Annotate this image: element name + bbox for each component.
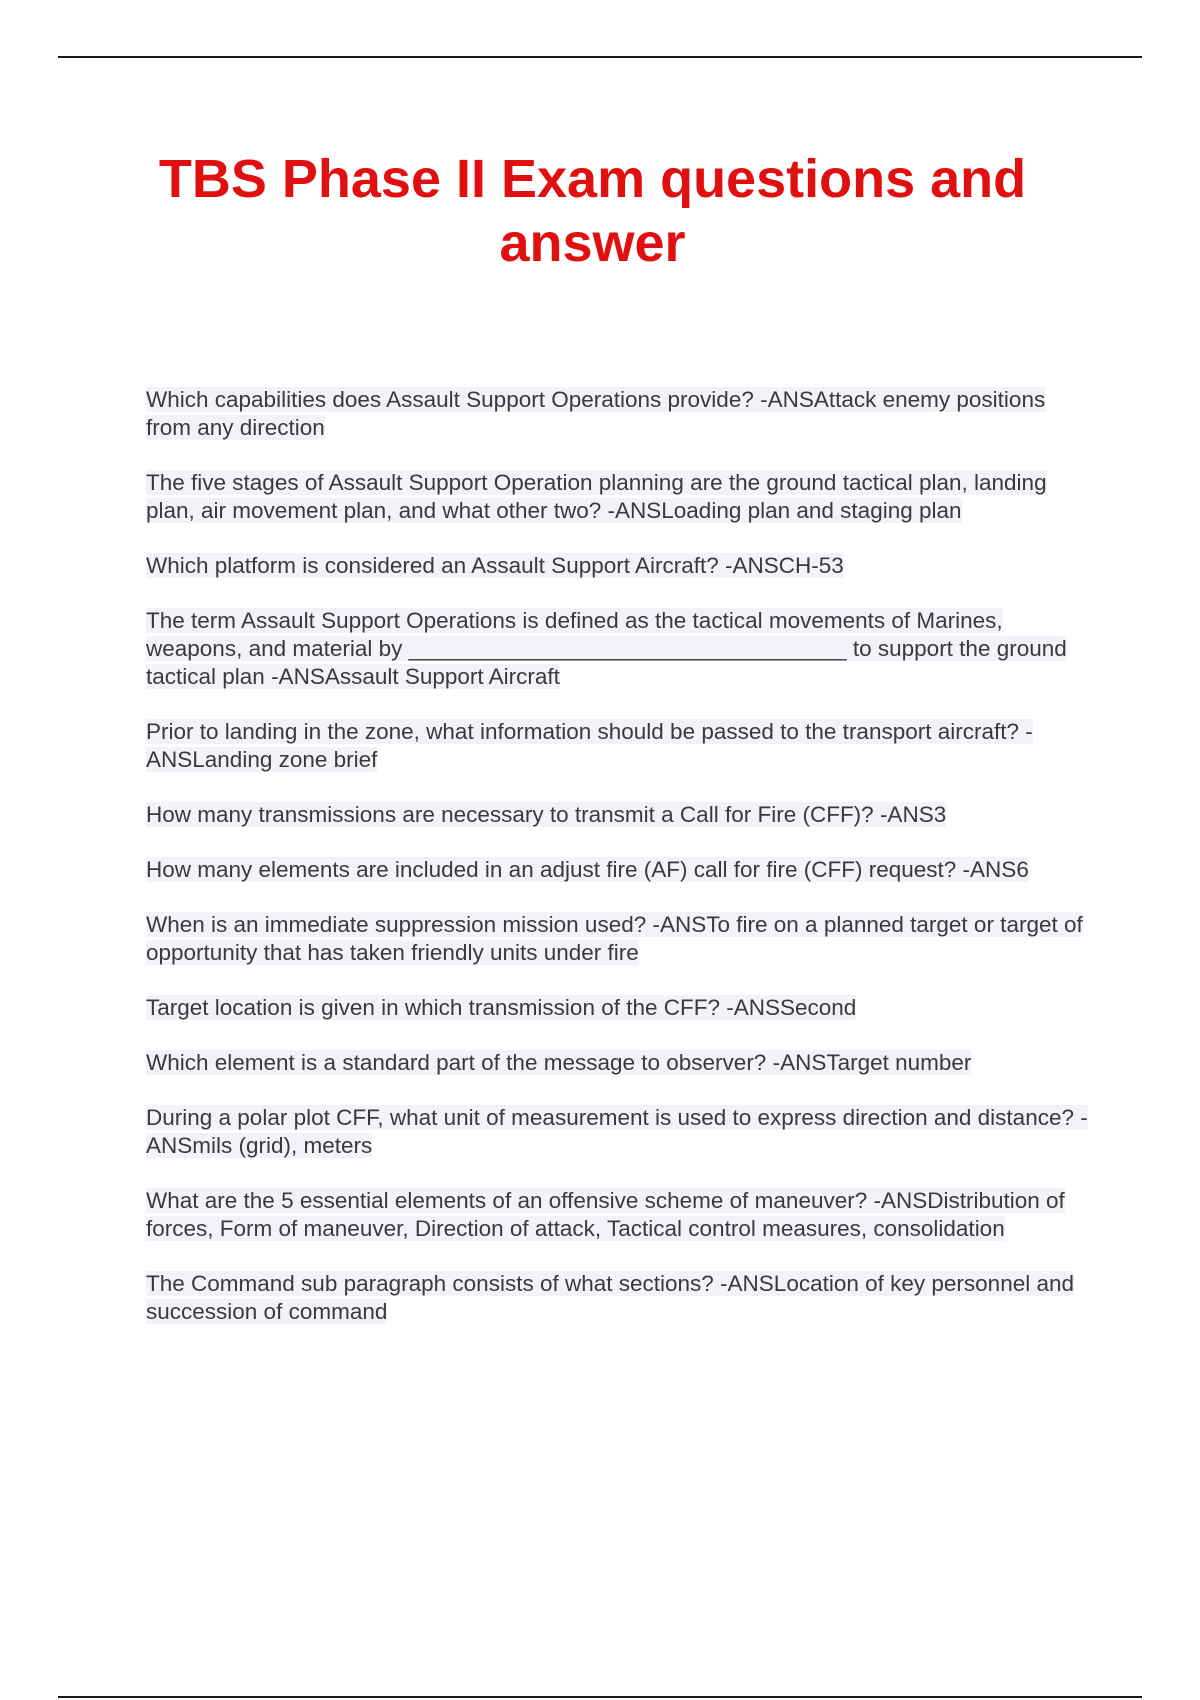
qa-text: Which element is a standard part of the message to observer? -ANSTarget number	[146, 1050, 972, 1075]
qa-text: The five stages of Assault Support Operation planning are the ground tactical plan, landing plan, air movement plan, and what other two? -ANSLoading plan and staging plan	[146, 470, 1047, 523]
qa-item	[146, 469, 1096, 525]
qa-item	[146, 856, 1096, 884]
qa-item	[146, 801, 1096, 829]
qa-item	[146, 386, 1096, 442]
qa-text: The term Assault Support Operations is defined as the tactical movements of Marines, weapons, and material by ___________________________________ to support the ground tactical plan -ANSAssault Support Aircraft	[146, 608, 1067, 689]
qa-item	[146, 994, 1096, 1022]
qa-text: Which capabilities does Assault Support Operations provide? -ANSAttack enemy positions from any direction	[146, 387, 1046, 440]
qa-item	[146, 1187, 1096, 1243]
qa-text: During a polar plot CFF, what unit of measurement is used to express direction and distance? -ANSmils (grid), meters	[146, 1105, 1088, 1158]
qa-text: Which platform is considered an Assault Support Aircraft? -ANSCH-53	[146, 553, 844, 578]
qa-text: Prior to landing in the zone, what information should be passed to the transport aircraft? -ANSLanding zone brief	[146, 719, 1033, 772]
qa-item	[146, 1104, 1096, 1160]
qa-item	[146, 607, 1096, 691]
qa-text: The Command sub paragraph consists of what sections? -ANSLocation of key personnel and succession of command	[146, 1271, 1075, 1324]
qa-item	[146, 1049, 1096, 1077]
document-title: TBS Phase II Exam questions and answer	[158, 149, 1027, 273]
top-rule	[58, 56, 1142, 58]
qa-item	[146, 1270, 1096, 1326]
qa-text: What are the 5 essential elements of an offensive scheme of maneuver? -ANSDistribution of forces, Form of maneuver, Direction of attack, Tactical control measures, consolidation	[146, 1188, 1065, 1241]
qa-item	[146, 552, 1096, 580]
qa-text: How many transmissions are necessary to transmit a Call for Fire (CFF)? -ANS3	[146, 802, 947, 827]
qa-list	[146, 386, 1096, 1353]
qa-text: Target location is given in which transmission of the CFF? -ANSSecond	[146, 995, 857, 1020]
qa-item	[146, 911, 1096, 967]
qa-text: How many elements are included in an adjust fire (AF) call for fire (CFF) request? -ANS6	[146, 857, 1029, 882]
bottom-rule	[58, 1696, 1142, 1698]
qa-text: When is an immediate suppression mission used? -ANSTo fire on a planned target or target of opportunity that has taken friendly units under fire	[146, 912, 1083, 965]
qa-item	[146, 718, 1096, 774]
